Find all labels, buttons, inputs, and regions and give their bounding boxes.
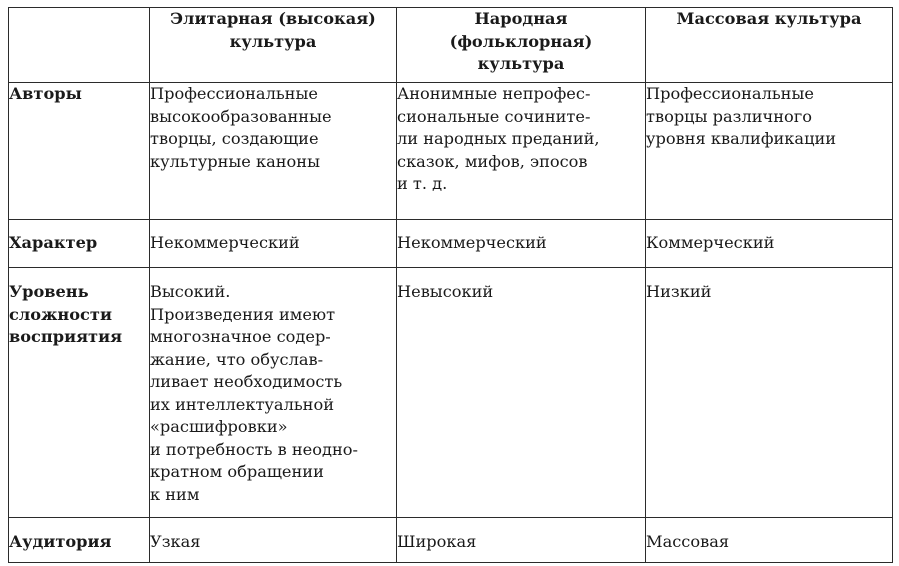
cell-text-line: многозначное содер- (150, 327, 331, 346)
row-label-authors (9, 83, 150, 220)
row-label-line: сложности (9, 304, 112, 324)
cell-text-line: творцы, создающие (150, 129, 319, 148)
cell-text-line: и т. д. (397, 174, 448, 193)
cell-text-line: Профессиональные (150, 84, 318, 103)
cell-level-mass (646, 268, 893, 518)
header-text-line: Массовая культура (676, 9, 862, 28)
cell-text-line: Некоммерческий (150, 233, 300, 252)
cell-level-folk (397, 268, 646, 518)
cell-text-line: к ним (150, 484, 200, 504)
cell-text-line: Некоммерческий (397, 233, 547, 252)
row-label-line: Авторы (9, 84, 82, 103)
cell-character-folk (397, 220, 646, 268)
cell-text-line: сказок, мифов, эпосов (397, 151, 588, 171)
cell-character-mass (646, 220, 893, 268)
row-label-line: Уровень (9, 282, 89, 301)
cell-text-line: культурные каноны (150, 151, 320, 171)
row-label-line: Аудитория (9, 532, 112, 551)
cell-text-line: уровня квалификации (646, 129, 837, 148)
row-label-line: Характер (9, 233, 98, 252)
cell-level-elite (150, 268, 397, 518)
cell-text-line: «расшифровки» (150, 417, 288, 436)
cell-text-line: ли народных преданий, (397, 129, 600, 148)
cell-text-line: сиональные сочините- (397, 106, 591, 126)
cell-text-line: Произведения имеют (150, 304, 336, 324)
cell-text-line: и потребность в неодно- (150, 439, 358, 459)
row-label-character (9, 220, 150, 268)
header-text-line: (фольклорная) (449, 31, 593, 51)
cell-text-line: Массовая (646, 532, 730, 551)
culture-comparison-table (8, 7, 893, 563)
cell-text-line: Высокий. (150, 282, 231, 301)
header-text-line: Народная (474, 9, 568, 28)
cell-text-line: Широкая (397, 532, 477, 551)
cell-text-line: Анонимные непрофес- (397, 84, 591, 103)
header-folk-culture (397, 8, 646, 83)
header-row (9, 8, 893, 83)
row-label-line: восприятия (9, 327, 123, 346)
cell-text-line: Профессиональные (646, 84, 814, 103)
cell-authors-folk (397, 83, 646, 220)
corner-cell (9, 8, 150, 83)
table-row-character (9, 220, 893, 268)
cell-text-line: Коммерческий (646, 233, 775, 252)
cell-text-line: Низкий (646, 282, 712, 301)
cell-text-line: высокообразованные (150, 106, 332, 126)
cell-authors-elite (150, 83, 397, 220)
cell-character-elite (150, 220, 397, 268)
header-elite-culture (150, 8, 397, 83)
header-text-line: культура (477, 54, 565, 73)
table-row-audience (9, 518, 893, 563)
cell-authors-mass (646, 83, 893, 220)
cell-audience-elite (150, 518, 397, 563)
header-text-line: Элитарная (высокая) (170, 9, 376, 28)
row-label-perception-level (9, 268, 150, 518)
cell-audience-mass (646, 518, 893, 563)
cell-text-line: их интеллектуальной (150, 394, 334, 414)
cell-text-line: жание, что обуслав- (150, 349, 324, 369)
header-text-line: культура (229, 31, 317, 51)
cell-audience-folk (397, 518, 646, 563)
cell-text-line: ливает необходимость (150, 372, 343, 391)
table-row-authors (9, 83, 893, 220)
cell-text-line: кратном обращении (150, 462, 324, 481)
cell-text-line: творцы различного (646, 106, 812, 126)
row-label-audience (9, 518, 150, 563)
cell-text-line: Невысокий (397, 282, 494, 301)
header-mass-culture (646, 8, 893, 83)
table-row-perception-level (9, 268, 893, 518)
cell-text-line: Узкая (150, 532, 201, 551)
